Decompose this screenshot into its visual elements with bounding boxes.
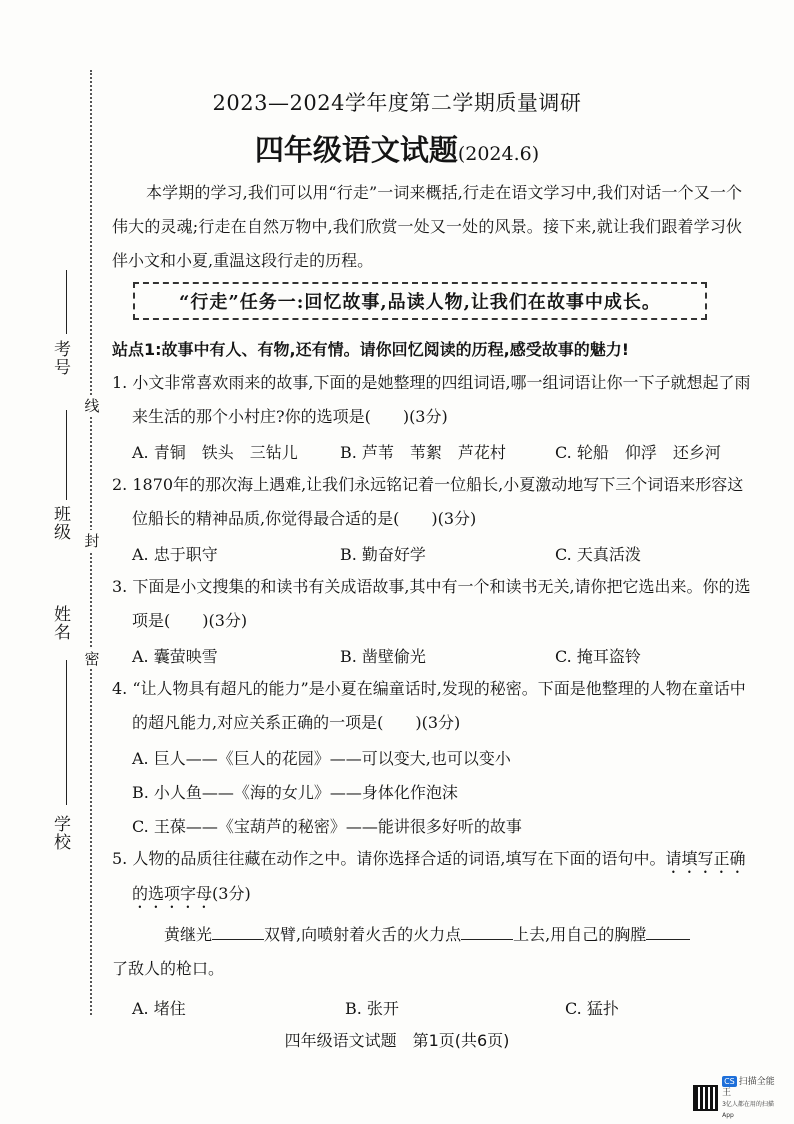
sentence-part: 双臂,向喷射着火舌的火力点	[264, 925, 462, 944]
field-exam-number-label: 考号	[50, 340, 70, 376]
qr-code-icon	[693, 1085, 718, 1111]
field-name-label: 姓名	[50, 605, 70, 641]
field-school-label: 学校	[50, 815, 70, 851]
intro-paragraph: 本学期的学习,我们可以用“行走”一词来概括,行走在语文学习中,我们对话一个又一个伟大的灵魂;行走在自然万物中,我们欣赏一处又一处的风景。接下来,就让我们跟着学习伙伴小文和小夏,重温这段行走的历程。	[112, 183, 742, 270]
field-class-label: 班级	[50, 505, 70, 541]
question-1-option-a[interactable]: A. 青铜 铁头 三钻儿	[132, 443, 298, 462]
sentence-part: 黄继光	[164, 925, 213, 944]
field-class-blank	[66, 410, 67, 500]
question-2	[112, 468, 752, 536]
fill-blank-2[interactable]	[461, 923, 513, 940]
question-5-sentence	[112, 918, 762, 986]
exam-title	[0, 128, 794, 169]
fill-blank-3[interactable]	[646, 923, 690, 940]
question-5-option-a[interactable]: A. 堵住	[132, 999, 186, 1018]
seal-char-line: 线	[84, 397, 100, 415]
question-4	[112, 672, 752, 740]
seal-char-seal: 封	[84, 532, 100, 550]
question-4-option-a[interactable]: A. 巨人——《巨人的花园》——可以变大,也可以变小	[132, 749, 511, 768]
question-1	[112, 366, 752, 434]
question-4-option-b[interactable]: B. 小人鱼——《海的女儿》——身体化作泡沫	[132, 783, 458, 802]
question-1-option-b[interactable]: B. 芦苇 苇絮 芦花村	[340, 443, 506, 462]
exam-date: (2024.6)	[457, 143, 540, 165]
scanner-watermark	[693, 1076, 783, 1119]
question-stem: 4. “让人物具有超凡的能力”是小夏在编童话时,发现的秘密。下面是他整理的人物在童话中的超凡能力,对应关系正确的一项是( )(3分)	[112, 679, 746, 732]
sentence-part: 上去,用自己的胸膛	[513, 925, 647, 944]
question-5-option-b[interactable]: B. 张开	[345, 999, 399, 1018]
sentence-part: 了敌人的枪口。	[112, 959, 225, 978]
question-5-stem-emphasis: 请填写正确的选项字母	[132, 849, 746, 903]
field-exam-number-blank	[66, 270, 67, 334]
exam-term-title: 2023—2024学年度第二学期质量调研	[212, 91, 582, 115]
exam-subject-title: 四年级语文试题	[254, 133, 458, 167]
question-1-option-c[interactable]: C. 轮船 仰浮 还乡河	[555, 443, 721, 462]
question-stem: 2. 1870年的那次海上遇难,让我们永远铭记着一位船长,小夏激动地写下三个词语来形容这位船长的精神品质,你觉得最合适的是( )(3分)	[112, 475, 744, 528]
question-3-option-b[interactable]: B. 凿壁偷光	[340, 647, 426, 666]
scanner-subtitle: 3亿人都在用的扫描App	[722, 1100, 774, 1119]
question-5-option-c[interactable]: C. 猛扑	[565, 999, 619, 1018]
task-banner: “行走”任务一:回忆故事,品读人物,让我们在故事中成长。	[133, 282, 707, 320]
question-2-option-a[interactable]: A. 忠于职守	[132, 545, 218, 564]
question-3	[112, 570, 752, 638]
question-2-option-c[interactable]: C. 天真活泼	[555, 545, 641, 564]
question-5-stem-text: 5. 人物的品质往往藏在动作之中。请你选择合适的词语,填写在下面的语句中。	[112, 849, 666, 868]
fill-blank-1[interactable]	[212, 923, 264, 940]
field-school-blank	[66, 690, 67, 805]
seal-char-close: 密	[84, 650, 100, 668]
question-2-option-b[interactable]: B. 勤奋好学	[340, 545, 426, 564]
station-heading: 站点1:故事中有人、有物,还有情。请你回忆阅读的历程,感受故事的魅力!	[112, 340, 629, 359]
scanner-name: 扫描全能王	[722, 1076, 775, 1098]
page-footer: 四年级语文试题 第1页(共6页)	[284, 1031, 510, 1050]
question-stem	[112, 842, 752, 912]
scanner-text	[722, 1076, 783, 1121]
question-4-option-c[interactable]: C. 王葆——《宝葫芦的秘密》——能讲很多好听的故事	[132, 817, 522, 836]
question-3-option-a[interactable]: A. 囊萤映雪	[132, 647, 218, 666]
question-stem: 3. 下面是小文搜集的和读书有关成语故事,其中有一个和读书无关,请你把它选出来。你的选项是( )(3分)	[112, 577, 751, 630]
question-5-score: (3分)	[212, 884, 251, 903]
question-5	[112, 842, 752, 912]
question-3-option-c[interactable]: C. 掩耳盗铃	[555, 647, 641, 666]
cs-logo-icon: CS	[724, 1076, 735, 1086]
question-stem: 1. 小文非常喜欢雨来的故事,下面的是她整理的四组词语,哪一组词语让你一下子就想起了雨来生活的那个小村庄?你的选项是( )(3分)	[112, 373, 751, 426]
